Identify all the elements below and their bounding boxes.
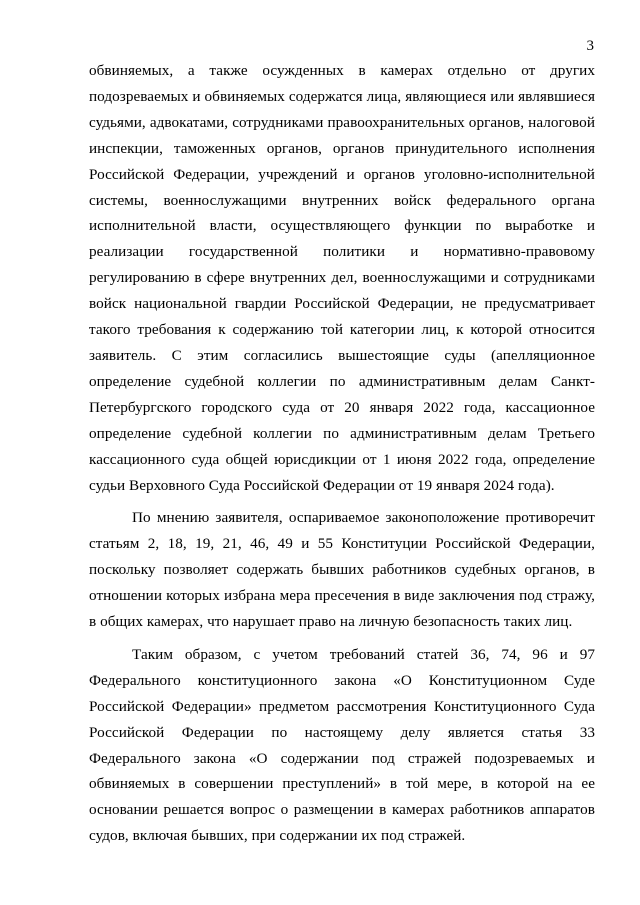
paragraph-subject-of-review: Таким образом, с учетом требований статей 36, 74, 96 и 97 Федерального конституционного закона «О Конституционном Суде Российской Федерации» предметом рассмотрения Конституционного Суда Российской Федерации по настоящему делу является статья 33 Федерального закона «О содержании под стражей подозреваемых и обвиняемых в совершении преступлений» в той мере, в которой на ее основании решается вопрос о размещении в камерах работников аппаратов судов, включая бывших, при содержании их под стражей. xyxy=(89,645,595,845)
paragraph-applicant-opinion: По мнению заявителя, оспариваемое законоположение противоречит статьям 2, 18, 19, 21, 46, 49 и 55 Конституции Российской Федерации, поскольку позволяет содержать бывших работников судебных органов, в отношении которых избрана мера пресечения в виде заключения под стражу, в общих камерах, что нарушает право на личную безопасность таких лиц. xyxy=(89,509,595,631)
paragraph-spacer xyxy=(89,498,595,505)
page-number: 3 xyxy=(586,38,594,54)
paragraph-spacer xyxy=(89,635,595,642)
paragraph-continuation: обвиняемых, а также осужденных в камерах отдельно от других подозреваемых и обвиняемых содержатся лица, являющиеся или являвшиеся судьями, адвокатами, сотрудниками правоохранительных органов, налоговой инспекции, таможенных органов, органов принудительного исполнения Российской Федерации, учреждений и органов уголовно-исполнительной системы, военнослужащими внутренних войск федерального органа исполнительной власти, осуществляющего функции по выработке и реализации государственной политики и нормативно-правовому регулированию в сфере внутренних дел, военнослужащими и сотрудниками войск национальной гвардии Российской Федерации, не предусматривает такого требования к содержанию той категории лиц, к которой относится заявитель. С этим согласились вышестоящие суды (апелляционное определение судебной коллегии по административным делам Санкт-Петербургского городского суда от 20 января 2022 года, кассационное определение судебной коллегии по административным делам Третьего кассационного суда общей юрисдикции от 1 июня 2022 года, определение судьи Верховного Суда Российской Федерации от 19 января 2024 года). xyxy=(89,62,595,494)
document-body xyxy=(89,58,595,849)
